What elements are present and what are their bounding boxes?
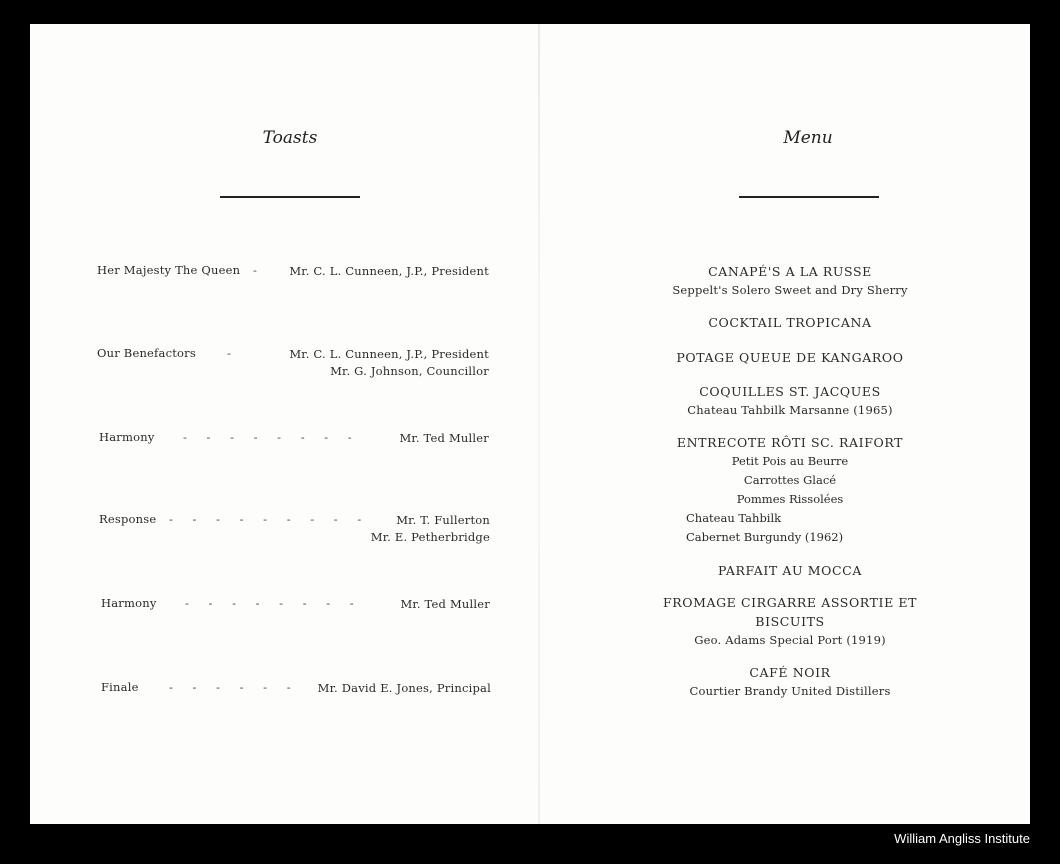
toast-dots: - (227, 346, 239, 360)
toast-speaker: Mr. David E. Jones, Principal (317, 681, 491, 695)
course-name: FROMAGE CIRGARRE ASSORTIE ET BISCUITS (662, 595, 918, 629)
course-wine: Cabernet Burgundy (1962) (686, 530, 844, 544)
toast-dots: - (253, 263, 265, 277)
toast-speaker: Mr. T. Fullerton (396, 513, 490, 527)
toasts-rule (220, 196, 360, 198)
course-wine: Courtier Brandy United Distillers (689, 684, 891, 698)
course (640, 382, 940, 419)
menu-list (640, 262, 940, 700)
fold-line (538, 24, 540, 824)
course-name: ENTRECOTE RÔTI SC. RAIFORT (676, 435, 904, 450)
toast-speakers (371, 512, 490, 546)
course (640, 663, 940, 700)
side-dish: Pommes Rissolées (736, 492, 844, 506)
toast-speakers (400, 596, 490, 613)
course (640, 348, 940, 367)
course-name: CANAPÉ'S A LA RUSSE (708, 264, 872, 279)
toasts-heading: Toasts (262, 128, 318, 148)
institute-credit: William Angliss Institute (894, 831, 1030, 846)
course (640, 561, 940, 580)
toast-speakers (318, 680, 491, 697)
toast-dots: - - - - - - - - (183, 430, 360, 444)
side-dish: Petit Pois au Beurre (731, 454, 849, 468)
toast-label: Finale (101, 680, 139, 694)
course-name: COQUILLES ST. JACQUES (699, 384, 881, 399)
toast-speaker: Mr. Ted Muller (399, 431, 489, 445)
course (640, 262, 940, 299)
toast-dots: - - - - - - - - (185, 596, 362, 610)
toast-speakers (289, 263, 489, 280)
toast-dots: - - - - - - - - - (169, 512, 370, 526)
toast-label: Harmony (99, 430, 155, 444)
toast-label: Response (99, 512, 157, 526)
toast-speakers (289, 346, 489, 380)
course (640, 433, 940, 547)
course-name: CAFÉ NOIR (749, 665, 831, 680)
toast-speakers (399, 430, 489, 447)
course-name: PARFAIT AU MOCCA (718, 563, 862, 578)
toast-label: Our Benefactors (97, 346, 196, 360)
toast-speaker: Mr. G. Johnson, Councillor (330, 364, 489, 378)
course-wine: Seppelt's Solero Sweet and Dry Sherry (672, 283, 908, 297)
course (640, 313, 940, 332)
toast-speaker: Mr. E. Petherbridge (370, 530, 490, 544)
course-wine: Geo. Adams Special Port (1919) (694, 633, 886, 647)
toast-speaker: Mr. C. L. Cunneen, J.P., President (289, 264, 489, 278)
menu-rule (739, 196, 879, 198)
course-wine: Chateau Tahbilk Marsanne (1965) (687, 403, 893, 417)
toast-label: Harmony (101, 596, 157, 610)
course-name: POTAGE QUEUE DE KANGAROO (676, 350, 904, 365)
course-name: COCKTAIL TROPICANA (708, 315, 872, 330)
toast-speaker: Mr. C. L. Cunneen, J.P., President (289, 347, 489, 361)
toast-speaker: Mr. Ted Muller (400, 597, 490, 611)
toast-dots: - - - - - - (169, 680, 299, 694)
menu-heading: Menu (783, 128, 833, 148)
side-dish: Carrottes Glacé (743, 473, 837, 487)
toast-label: Her Majesty The Queen (97, 263, 241, 277)
course (640, 593, 940, 649)
course-wine: Chateau Tahbilk (686, 511, 782, 525)
